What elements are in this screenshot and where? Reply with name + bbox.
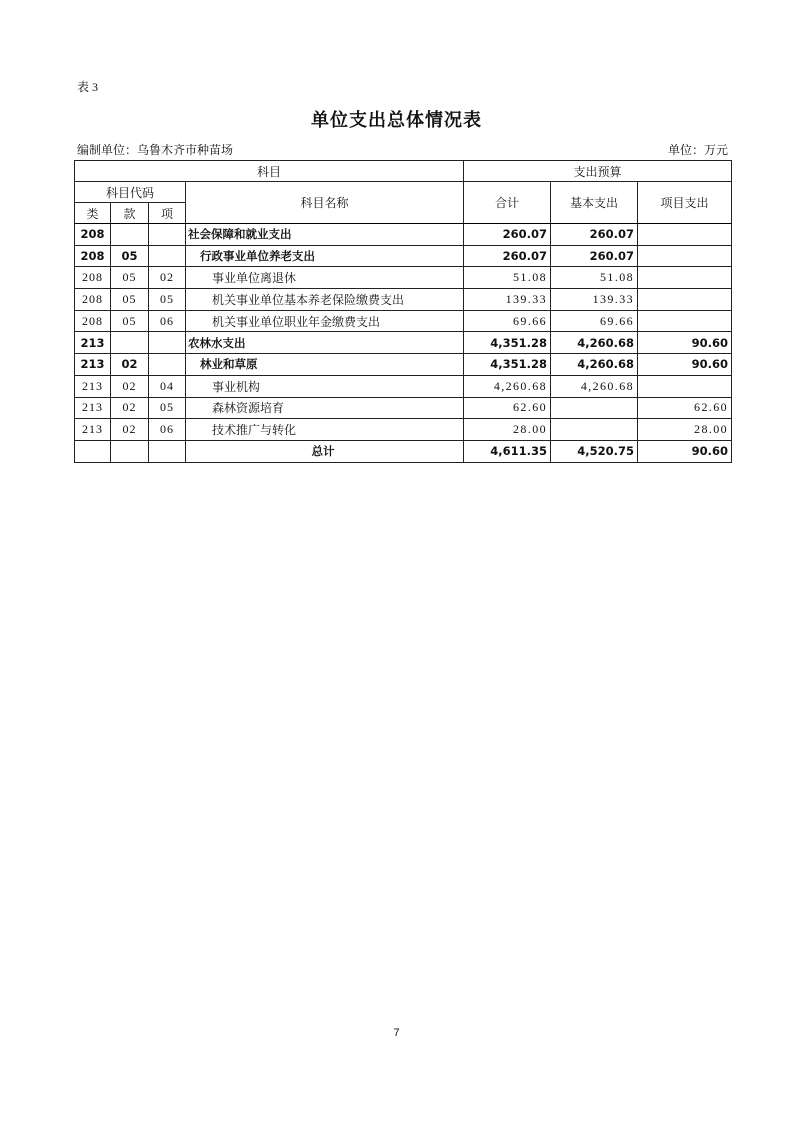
cell-total: 4,260.68 xyxy=(464,375,551,397)
cell-basic: 260.07 xyxy=(551,245,638,267)
header-project: 项目支出 xyxy=(638,182,732,224)
header-code: 科目代码 xyxy=(75,182,186,203)
cell-name: 林业和草原 xyxy=(186,354,464,376)
cell-kuan: 05 xyxy=(111,289,149,311)
cell-xiang xyxy=(149,245,186,267)
total-basic: 4,520.75 xyxy=(551,440,638,462)
cell-name: 事业机构 xyxy=(186,375,464,397)
cell-total: 51.08 xyxy=(464,267,551,289)
cell-name: 农林水支出 xyxy=(186,332,464,354)
header-kuan: 款 xyxy=(111,203,149,224)
cell-lei: 213 xyxy=(75,419,111,441)
table-row xyxy=(75,224,732,246)
cell-project xyxy=(638,224,732,246)
currency-unit: 单位：万元 xyxy=(667,143,728,157)
cell-project xyxy=(638,375,732,397)
table-row xyxy=(75,245,732,267)
cell-xiang: 06 xyxy=(149,310,186,332)
cell-kuan: 05 xyxy=(111,310,149,332)
total-label: 总计 xyxy=(186,440,464,462)
cell-lei: 213 xyxy=(75,397,111,419)
table-number: 表 3 xyxy=(77,80,99,94)
cell-xiang: 05 xyxy=(149,289,186,311)
cell-basic: 69.66 xyxy=(551,310,638,332)
header-lei: 类 xyxy=(75,203,111,224)
cell-total: 69.66 xyxy=(464,310,551,332)
cell-project: 62.60 xyxy=(638,397,732,419)
cell-basic: 260.07 xyxy=(551,224,638,246)
header-budget: 支出预算 xyxy=(464,161,732,182)
page-title: 单位支出总体情况表 xyxy=(311,110,482,131)
cell-basic: 4,260.68 xyxy=(551,354,638,376)
cell-kuan: 02 xyxy=(111,354,149,376)
cell-lei: 208 xyxy=(75,289,111,311)
cell-name: 机关事业单位基本养老保险缴费支出 xyxy=(186,289,464,311)
total-sum: 4,611.35 xyxy=(464,440,551,462)
cell-lei: 213 xyxy=(75,332,111,354)
cell-xiang: 02 xyxy=(149,267,186,289)
cell-project xyxy=(638,245,732,267)
cell-project xyxy=(638,289,732,311)
cell-lei: 213 xyxy=(75,354,111,376)
total-row xyxy=(75,440,732,462)
cell-total: 139.33 xyxy=(464,289,551,311)
table-row xyxy=(75,267,732,289)
header-total: 合计 xyxy=(464,182,551,224)
cell-basic: 139.33 xyxy=(551,289,638,311)
cell-project: 28.00 xyxy=(638,419,732,441)
cell-xiang xyxy=(149,332,186,354)
cell-kuan: 02 xyxy=(111,397,149,419)
cell-lei: 213 xyxy=(75,375,111,397)
header-subject: 科目 xyxy=(75,161,464,182)
cell-project: 90.60 xyxy=(638,332,732,354)
cell-basic xyxy=(551,419,638,441)
cell-lei: 208 xyxy=(75,224,111,246)
cell-name: 机关事业单位职业年金缴费支出 xyxy=(186,310,464,332)
header-basic: 基本支出 xyxy=(551,182,638,224)
cell-total: 260.07 xyxy=(464,224,551,246)
header-row-2 xyxy=(75,182,732,203)
cell-basic: 51.08 xyxy=(551,267,638,289)
cell-basic: 4,260.68 xyxy=(551,332,638,354)
total-project: 90.60 xyxy=(638,440,732,462)
table-row xyxy=(75,289,732,311)
cell-lei: 208 xyxy=(75,310,111,332)
cell-basic: 4,260.68 xyxy=(551,375,638,397)
cell-lei: 208 xyxy=(75,267,111,289)
cell-total: 4,351.28 xyxy=(464,332,551,354)
cell-basic xyxy=(551,397,638,419)
cell-lei: 208 xyxy=(75,245,111,267)
cell-name: 社会保障和就业支出 xyxy=(186,224,464,246)
table-row xyxy=(75,310,732,332)
cell-name: 技术推广与转化 xyxy=(186,419,464,441)
expenditure-table xyxy=(74,160,732,463)
header-row-1 xyxy=(75,161,732,182)
table-row xyxy=(75,354,732,376)
page-number: 7 xyxy=(393,1027,400,1039)
cell-lei xyxy=(75,440,111,462)
cell-kuan: 02 xyxy=(111,375,149,397)
cell-xiang: 06 xyxy=(149,419,186,441)
compiling-unit: 编制单位：乌鲁木齐市种苗场 xyxy=(77,143,234,157)
header-name: 科目名称 xyxy=(186,182,464,224)
cell-total: 28.00 xyxy=(464,419,551,441)
cell-xiang xyxy=(149,224,186,246)
cell-kuan xyxy=(111,440,149,462)
cell-total: 62.60 xyxy=(464,397,551,419)
cell-kuan xyxy=(111,224,149,246)
header-xiang: 项 xyxy=(149,203,186,224)
cell-name: 事业单位离退休 xyxy=(186,267,464,289)
cell-xiang: 05 xyxy=(149,397,186,419)
table-row xyxy=(75,419,732,441)
table-row xyxy=(75,397,732,419)
cell-total: 260.07 xyxy=(464,245,551,267)
cell-xiang: 04 xyxy=(149,375,186,397)
cell-kuan: 02 xyxy=(111,419,149,441)
cell-project: 90.60 xyxy=(638,354,732,376)
cell-kuan: 05 xyxy=(111,245,149,267)
cell-project xyxy=(638,310,732,332)
cell-xiang xyxy=(149,354,186,376)
cell-name: 行政事业单位养老支出 xyxy=(186,245,464,267)
table-row xyxy=(75,375,732,397)
cell-project xyxy=(638,267,732,289)
table-row xyxy=(75,332,732,354)
cell-name: 森林资源培育 xyxy=(186,397,464,419)
cell-kuan: 05 xyxy=(111,267,149,289)
cell-xiang xyxy=(149,440,186,462)
cell-total: 4,351.28 xyxy=(464,354,551,376)
cell-kuan xyxy=(111,332,149,354)
